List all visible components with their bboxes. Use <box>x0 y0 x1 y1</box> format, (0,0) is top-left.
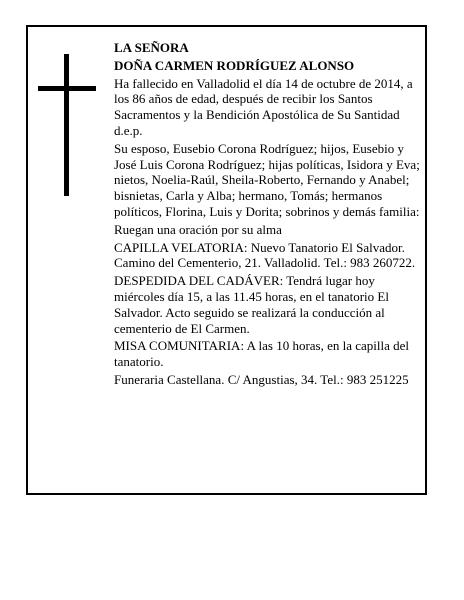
cross-icon <box>38 54 96 196</box>
death-announcement: Ha fallecido en Valladolid el día 14 de octubre de 2014, a los 86 años de edad, después de recibir los Santos Sacramentos y la Bendición Apostólica de Su Santidad d.e.p. <box>114 75 413 138</box>
obituary-text <box>114 40 422 390</box>
prayer-request: Ruegan una oración por su alma <box>114 221 282 237</box>
deceased-name: DOÑA CARMEN RODRÍGUEZ ALONSO <box>114 57 355 73</box>
chapel-info: CAPILLA VELATORIA: Nuevo Tanatorio El Salvador. Camino del Cementerio, 21. Valladolid. Tel.: 983 260722. <box>114 239 416 271</box>
family-list: Su esposo, Eusebio Corona Rodríguez; hijos, Eusebio y José Luis Corona Rodríguez; hijas políticas, Isidora y Eva; nietos, Noelia-Raúl, Sheila-Roberto, Fernando y Anabel; bisnietas, Carla y Alba; hermano, Tomás; hermanos políticos, Florina, Luis y Dorita; sobrinos y demás familia: <box>114 140 420 219</box>
deceased-title: LA SEÑORA <box>114 40 189 55</box>
mass-info: MISA COMUNITARIA: A las 10 horas, en la capilla del tanatorio. <box>114 338 410 370</box>
cross-horizontal-bar <box>38 86 96 91</box>
funeral-home-info: Funeraria Castellana. C/ Angustias, 34. Tel.: 983 251225 <box>114 371 409 387</box>
cross-vertical-bar <box>64 54 69 196</box>
farewell-info: DESPEDIDA DEL CADÁVER: Tendrá lugar hoy miércoles día 15, a las 11.45 horas, en el tanatorio El Salvador. Acto seguido se realizará la conducción al cementerio de El Carmen. <box>114 273 389 336</box>
